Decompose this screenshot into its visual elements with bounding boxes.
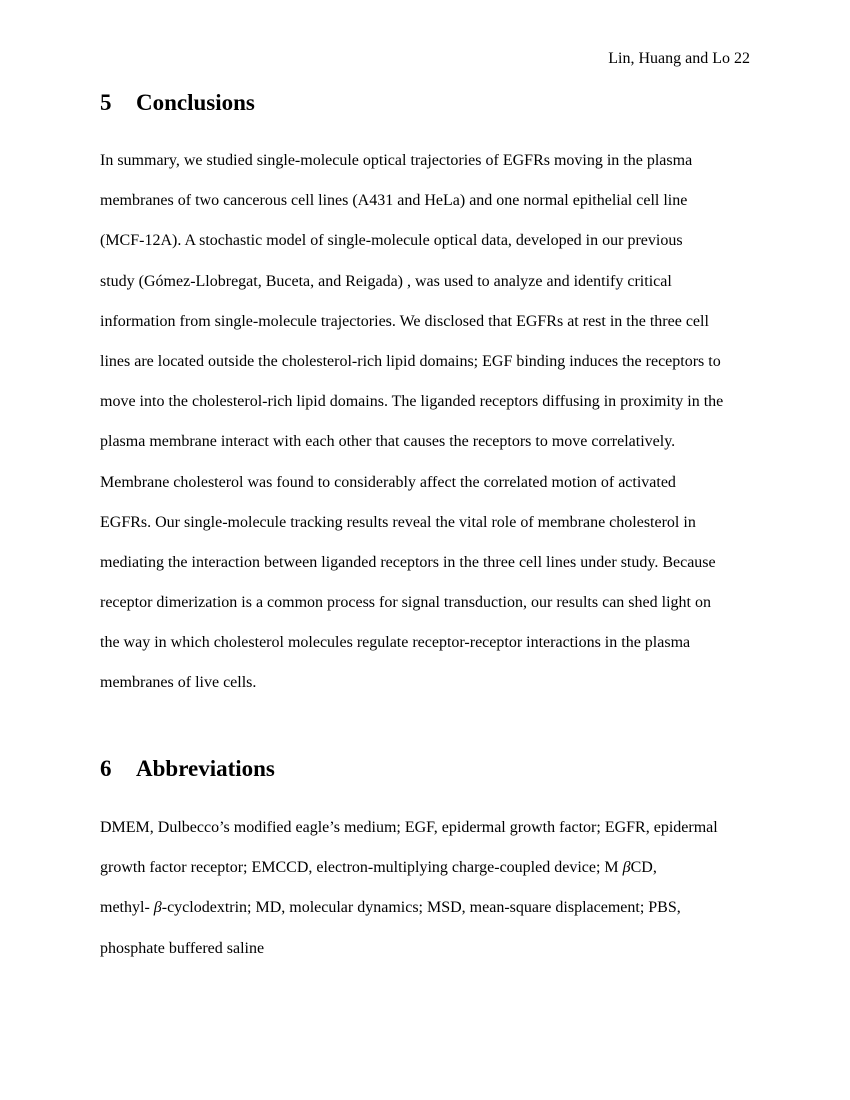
text-segment: growth factor receptor; EMCCD, electron-multiplying charge-coupled device; M <box>100 859 623 877</box>
greek-beta-symbol: β <box>622 859 631 877</box>
text-line: EGFRs. Our single-molecule tracking results reveal the vital role of membrane cholesterol in <box>100 513 696 531</box>
text-line: plasma membrane interact with each other that causes the receptors to move correlatively. <box>100 433 676 451</box>
text-line <box>100 898 750 938</box>
section-heading <box>100 754 750 784</box>
text-segment: methyl- <box>100 899 154 917</box>
abbreviations-paragraph <box>100 818 750 979</box>
text-segment: CD, <box>630 859 657 877</box>
text-segment: -cyclodextrin; MD, molecular dynamics; MSD, mean-square displacement; PBS, <box>161 899 681 917</box>
text-line: Membrane cholesterol was found to considerably affect the correlated motion of activated <box>100 473 676 491</box>
text-line: membranes of two cancerous cell lines (A431 and HeLa) and one normal epithelial cell line <box>100 192 688 210</box>
section-title: Conclusions <box>136 90 255 115</box>
text-line: (MCF-12A). A stochastic model of single-molecule optical data, developed in our previous <box>100 232 683 250</box>
section-title: Abbreviations <box>136 756 275 781</box>
text-line: study (Gómez-Llobregat, Buceta, and Reigada) , was used to analyze and identify critical <box>100 272 672 290</box>
text-line: the way in which cholesterol molecules regulate receptor-receptor interactions in the plasma <box>100 634 691 652</box>
text-line: In summary, we studied single-molecule optical trajectories of EGFRs moving in the plasma <box>100 152 693 169</box>
text-line: mediating the interaction between liganded receptors in the three cell lines under study. Because <box>100 553 716 571</box>
section-abbreviations <box>100 754 750 979</box>
greek-beta-symbol: β <box>153 899 162 917</box>
section-conclusions <box>100 88 750 714</box>
text-line <box>100 818 750 858</box>
text-line: membranes of live cells. <box>100 674 257 692</box>
text-line: lines are located outside the cholesterol-rich lipid domains; EGF binding induces the receptors to <box>100 352 721 370</box>
section-number: 6 <box>100 756 112 781</box>
text-segment: phosphate buffered saline <box>100 939 265 957</box>
text-line <box>100 939 750 979</box>
running-head: Lin, Huang and Lo 22 <box>608 50 750 67</box>
text-line: receptor dimerization is a common process for signal transduction, our results can shed light on <box>100 594 711 612</box>
text-line: information from single-molecule trajectories. We disclosed that EGFRs at rest in the three cell <box>100 312 709 330</box>
text-line <box>100 858 750 898</box>
conclusions-paragraph <box>100 151 750 714</box>
text-line: move into the cholesterol-rich lipid domains. The liganded receptors diffusing in proximity in the <box>100 393 724 411</box>
text-segment: DMEM, Dulbecco’s modified eagle’s medium; EGF, epidermal growth factor; EGFR, epidermal <box>100 819 718 836</box>
section-number: 5 <box>100 90 112 115</box>
section-heading <box>100 88 750 118</box>
